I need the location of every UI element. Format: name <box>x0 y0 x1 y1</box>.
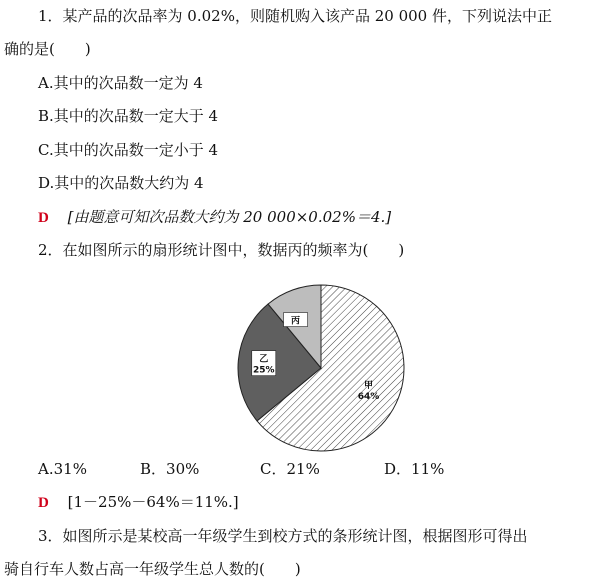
q2-option-c: C．21% <box>260 460 320 478</box>
pie-slice-value-1: 25% <box>252 365 275 376</box>
q1-option-b: B.其中的次品数一定大于 4 <box>38 107 219 125</box>
q2-answer: D <box>38 495 49 511</box>
q2-stem: 2．在如图所示的扇形统计图中，数据丙的频率为( ) <box>38 241 405 259</box>
q2-option-b: B．30% <box>140 460 200 478</box>
pie-chart <box>230 283 410 453</box>
q1-answer: D <box>38 210 49 226</box>
q1-answer-row <box>38 207 391 228</box>
pie-slice-name-2: 丙 <box>291 316 301 327</box>
q1-explanation: [由题意可知次品数大约为 20 000×0.02%＝4.] <box>67 208 392 226</box>
pie-label-2 <box>284 313 308 327</box>
q3-stem-line2: 骑自行车人数占高一年级学生总人数的( ) <box>4 560 301 578</box>
q2-answer-row <box>38 492 239 513</box>
q2-explanation: [1－25%－64%＝11%.] <box>67 493 239 511</box>
q1-option-c: C.其中的次品数一定小于 4 <box>38 141 219 159</box>
pie-slice-value-0: 64% <box>357 392 380 403</box>
q1-option-a: A.其中的次品数一定为 4 <box>38 74 203 92</box>
q3-stem-line1: 3．如图所示是某校高一年级学生到校方式的条形统计图，根据图形可得出 <box>38 527 528 545</box>
q2-option-d: D．11% <box>384 460 445 478</box>
pie-label-1 <box>252 351 276 376</box>
pie-slice-name-0: 甲 <box>364 381 374 392</box>
q1-option-d: D.其中的次品数大约为 4 <box>38 174 204 192</box>
pie-slice-name-1: 乙 <box>259 354 269 365</box>
q2-option-a: A.31% <box>38 460 87 478</box>
q1-stem-line2: 确的是( ) <box>4 40 91 58</box>
q1-stem-line1: 1．某产品的次品率为 0.02%，则随机购入该产品 20 000 件，下列说法中正 <box>38 7 552 25</box>
